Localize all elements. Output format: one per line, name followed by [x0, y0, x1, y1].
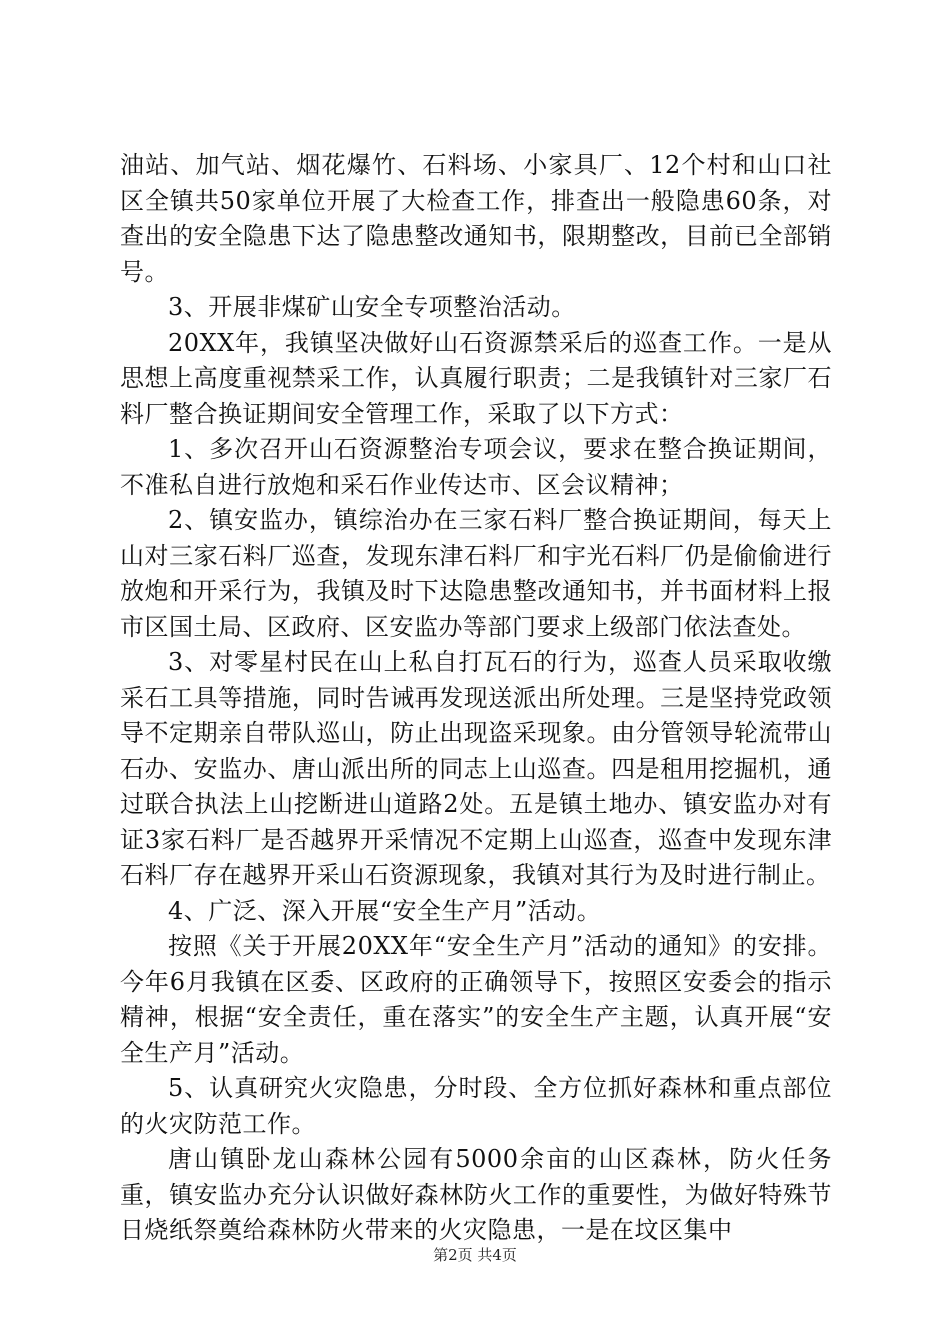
paragraph: 20XX年，我镇坚决做好山石资源禁采后的巡查工作。一是从思想上高度重视禁采工作，认真履行职责；二是我镇针对三家厂石料厂整合换证期间安全管理工作，采取了以下方式： — [120, 328, 832, 428]
paragraph: 3、对零星村民在山上私自打瓦石的行为，巡查人员采取收缴采石工具等措施，同时告诫再发现送派出所处理。三是坚持党政领导不定期亲自带队巡山，防止出现盗采现象。由分管领导轮流带山石办、安监办、唐山派出所的同志上山巡查。四是租用挖掘机，通过联合执法上山挖断进山道路2处。五是镇土地办、镇安监办对有证3家石料厂是否越界开采情况不定期上山巡查，巡查中发现东津石料厂存在越界开采山石资源现象，我镇对其行为及时进行制止。 — [120, 648, 832, 889]
document-body — [120, 148, 832, 1249]
paragraph: 油站、加气站、烟花爆竹、石料场、小家具厂、12个村和山口社区全镇共50家单位开展了大检查工作，排查出一般隐患60条，对查出的安全隐患下达了隐患整改通知书，限期整改，目前已全部销号。 — [120, 151, 832, 286]
paragraph: 4、广泛、深入开展“安全生产月”活动。 — [168, 896, 602, 925]
page-number: 第2页 共4页 — [433, 1246, 517, 1264]
paragraph: 2、镇安监办，镇综治办在三家石料厂整合换证期间，每天上山对三家石料厂巡查，发现东津石料厂和宇光石料厂仍是偷偷进行放炮和开采行为，我镇及时下达隐患整改通知书，并书面材料上报市区国土局、区政府、区安监办等部门要求上级部门依法查处。 — [120, 506, 832, 641]
paragraph: 按照《关于开展20XX年“安全生产月”活动的通知》的安排。今年6月我镇在区委、区政府的正确领导下，按照区安委会的指示精神，根据“安全责任，重在落实”的安全生产主题，认真开展“安全生产月”活动。 — [120, 932, 832, 1067]
paragraph: 5、认真研究火灾隐患，分时段、全方位抓好森林和重点部位的火灾防范工作。 — [120, 1074, 832, 1138]
paragraph: 唐山镇卧龙山森林公园有5000余亩的山区森林，防火任务重，镇安监办充分认识做好森林防火工作的重要性，为做好特殊节日烧纸祭奠给森林防火带来的火灾隐患，一是在坟区集中 — [120, 1145, 832, 1244]
paragraph: 3、开展非煤矿山安全专项整治活动。 — [168, 293, 576, 321]
paragraph: 1、多次召开山石资源整治专项会议，要求在整合换证期间，不准私自进行放炮和采石作业传达市、区会议精神； — [120, 435, 832, 499]
